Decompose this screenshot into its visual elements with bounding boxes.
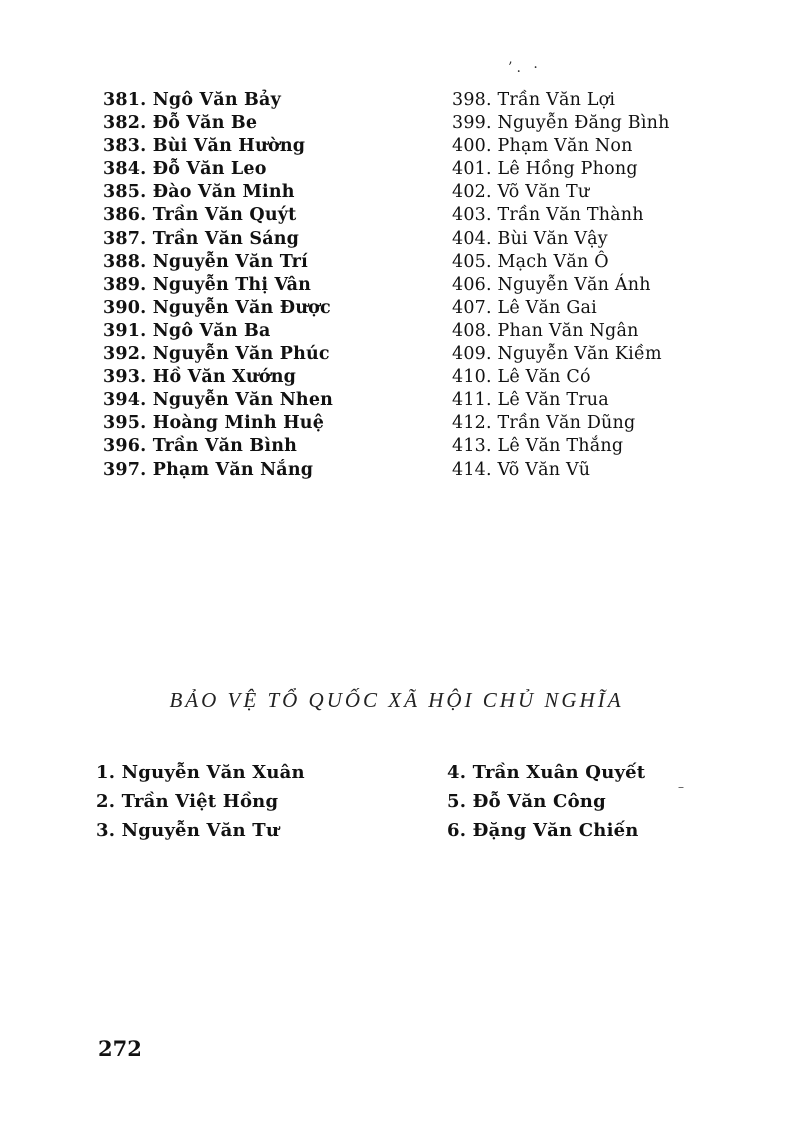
list-item: 408. Phan Văn Ngân — [452, 320, 639, 341]
list-item: 411. Lê Văn Trua — [452, 390, 609, 411]
list-item: 399. Nguyễn Đăng Bình — [452, 113, 670, 134]
list-item: 382. Đỗ Văn Be — [103, 113, 258, 134]
list-item: 412. Trần Văn Dũng — [452, 413, 636, 434]
list-item: 409. Nguyễn Văn Kiềm — [452, 344, 662, 365]
name-list-right — [452, 89, 670, 482]
list-item: 387. Trần Văn Sáng — [103, 228, 300, 249]
list-item: 401. Lê Hồng Phong — [452, 159, 638, 180]
page-number: 272 — [98, 1036, 142, 1061]
section-heading: BẢO VỆ TỔ QUỐC XÃ HỘI CHỦ NGHĨA — [169, 688, 624, 712]
list-item: 386. Trần Văn Quýt — [103, 205, 297, 226]
list-item: 384. Đỗ Văn Leo — [103, 159, 267, 180]
list-item: 407. Lê Văn Gai — [452, 297, 597, 318]
list-item: 390. Nguyễn Văn Được — [103, 297, 331, 318]
list-item: 388. Nguyễn Văn Trí — [103, 251, 308, 272]
list-item: 389. Nguyễn Thị Vân — [103, 274, 312, 295]
list-item: 414. Võ Văn Vũ — [452, 459, 591, 480]
list-item: 396. Trần Văn Bình — [103, 436, 298, 457]
section-list-right — [447, 758, 645, 845]
list-item: 405. Mạch Văn Ô — [452, 251, 609, 272]
list-item: 397. Phạm Văn Nắng — [103, 459, 314, 480]
list-item: 402. Võ Văn Tư — [452, 182, 590, 203]
list-item: 383. Bùi Văn Hường — [103, 136, 306, 157]
list-item: 393. Hồ Văn Xướng — [103, 367, 297, 388]
list-item: 410. Lê Văn Có — [452, 367, 591, 388]
list-item: 395. Hoàng Minh Huệ — [103, 413, 325, 434]
list-item: 392. Nguyễn Văn Phúc — [103, 344, 330, 365]
list-item: 403. Trần Văn Thành — [452, 205, 644, 226]
list-item: 381. Ngô Văn Bảy — [103, 90, 281, 110]
list-item: 4. Trần Xuân Quyết — [447, 762, 646, 783]
list-item: 406. Nguyễn Văn Ánh — [452, 274, 651, 295]
list-item: 404. Bùi Văn Vậy — [452, 228, 608, 249]
name-list-left — [103, 89, 333, 482]
list-item: 413. Lê Văn Thắng — [452, 436, 624, 457]
list-item: 5. Đỗ Văn Công — [447, 791, 606, 812]
section-list-left — [96, 758, 305, 845]
list-item: 3. Nguyễn Văn Tư — [96, 820, 280, 841]
list-item: 385. Đào Văn Minh — [103, 182, 295, 203]
print-specks: ’. · — [508, 60, 542, 76]
print-mark: – — [678, 780, 684, 794]
list-item: 398. Trần Văn Lợi — [452, 90, 616, 110]
list-item: 1. Nguyễn Văn Xuân — [96, 762, 305, 783]
list-item: 391. Ngô Văn Ba — [103, 320, 271, 341]
list-item: 400. Phạm Văn Non — [452, 136, 633, 157]
list-item: 2. Trần Việt Hồng — [96, 791, 279, 812]
list-item: 394. Nguyễn Văn Nhen — [103, 390, 334, 411]
list-item: 6. Đặng Văn Chiến — [447, 820, 639, 841]
